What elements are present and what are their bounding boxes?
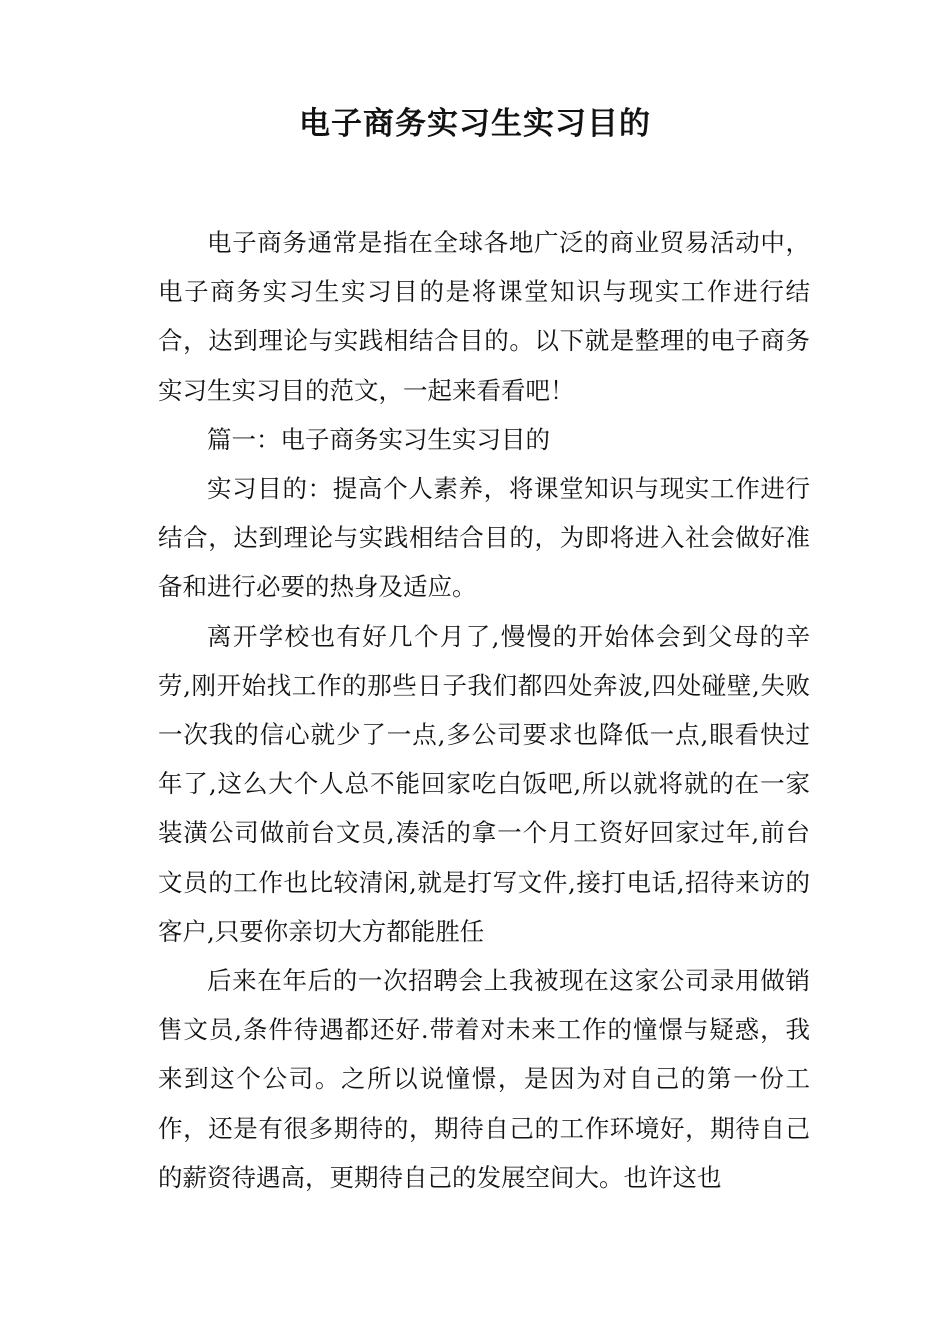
paragraph-new-job: 后来在年后的一次招聘会上我被现在这家公司录用做销售文员,条件待遇都还好.带着对未来工作的憧憬与疑惑，我来到这个公司。之所以说憧憬，是因为对自己的第一份工作，还是有很多期待的，期待自己的工作环境好，期待自己的薪资待遇高，更期待自己的发展空间大。也许这也 [158,966,810,1192]
paragraph-intro: 电子商务通常是指在全球各地广泛的商业贸易活动中，电子商务实习生实习目的是将课堂知识与现实工作进行结合，达到理论与实践相结合目的。以下就是整理的电子商务实习生实习目的范文，一起来看看吧！ [158,228,810,405]
document-title: 电子商务实习生实习目的 [299,106,651,142]
paragraph-experience: 离开学校也有好几个月了,慢慢的开始体会到父母的辛劳,刚开始找工作的那些日子我们都四处奔波,四处碰壁,失败一次我的信心就少了一点,多公司要求也降低一点,眼看快过年了,这么大个人总不能回家吃白饭吧,所以就将就的在一家装潢公司做前台文员,凑活的拿一个月工资好回家过年,前台文员的工作也比较清闲,就是打写文件,接打电话,招待来访的客户,只要你亲切大方都能胜任 [158,621,810,946]
document-body [158,218,810,1202]
paragraph-section-heading: 篇一：电子商务实习生实习目的 [207,424,550,454]
paragraph-purpose: 实习目的：提高个人素养，将课堂知识与现实工作进行结合，达到理论与实践相结合目的，为即将进入社会做好准备和进行必要的热身及适应。 [158,474,810,602]
